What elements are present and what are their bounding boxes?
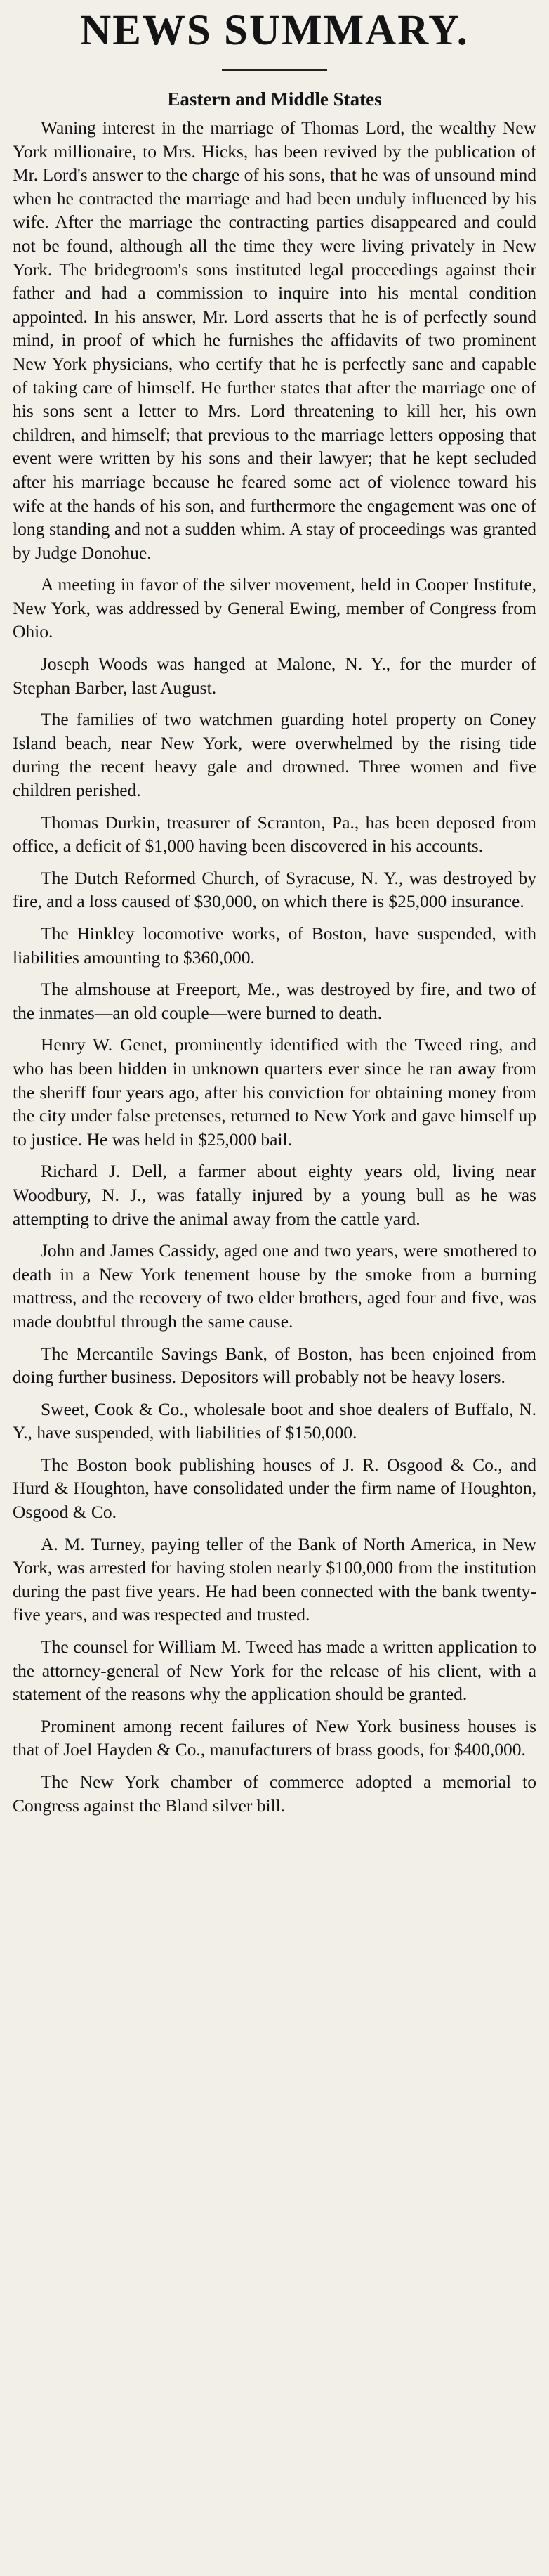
news-item: Waning interest in the marriage of Thomas Lord, the wealthy New York millionaire, to Mrs. Hicks, has been revived by the publication of Mr. Lord's answer to the charge of his sons, that he was of unsound mind when he contracted the marriage and had been unduly influenced by his wife. After the marriage the contracting parties disappeared and could not be found, although all the time they were living privately in New York. The bridegroom's sons instituted legal proceedings against their father and had a commission to inquire into his mental condition appointed. In his answer, Mr. Lord asserts that he is of perfectly sound mind, in proof of which he furnishes the affidavits of two prominent New York physicians, who certify that he is perfectly sane and capable of taking care of himself. He further states that after the marriage one of his sons sent a letter to Mrs. Lord threatening to kill her, his own children, and himself; that previous to the marriage letters opposing that event were written by his sons and their lawyer; that he kept secluded after his marriage because he feared some act of violence toward his wife at the hands of his son, and furthermore the engagement was one of long standing and not a sudden whim. A stay of proceedings was granted by Judge Donohue. [13,117,536,563]
news-item: The Mercantile Savings Bank, of Boston, has been enjoined from doing further business. Depositors will probably not be heavy losers. [13,1343,536,1388]
news-item: Sweet, Cook & Co., wholesale boot and shoe dealers of Buffalo, N. Y., have suspended, with liabilities of $150,000. [13,1398,536,1443]
news-item: Richard J. Dell, a farmer about eighty years old, living near Woodbury, N. J., was fatally injured by a young bull as he was attempting to drive the animal away from the cattle yard. [13,1161,536,1229]
news-item: The New York chamber of commerce adopted a memorial to Congress against the Bland silver bill. [13,1771,536,1816]
news-item: Joseph Woods was hanged at Malone, N. Y., for the murder of Stephan Barber, last August. [13,653,536,698]
news-item: John and James Cassidy, aged one and two years, were smothered to death in a New York tenement house by the smoke from a burning mattress, and the recovery of two elder brothers, aged four and five, was made doubtful through the same cause. [13,1240,536,1332]
news-item: A meeting in favor of the silver movement, held in Cooper Institute, New York, was addressed by General Ewing, member of Congress from Ohio. [13,574,536,642]
news-item: The families of two watchmen guarding hotel property on Coney Island beach, near New York, were overwhelmed by the rising tide during the recent heavy gale and drowned. Three women and five children perished. [13,709,536,801]
news-item: A. M. Turney, paying teller of the Bank of North America, in New York, was arrested for having stolen nearly $100,000 from the institution during the past five years. He had been connected with the bank twenty-five years, and was respected and trusted. [13,1533,536,1625]
news-item: The counsel for William M. Tweed has made a written application to the attorney-general of New York for the release of his client, with a statement of the reasons why the application should be granted. [13,1637,536,1705]
news-item: Thomas Durkin, treasurer of Scranton, Pa., has been deposed from office, a deficit of $1,000 having been discovered in his accounts. [13,812,536,857]
news-item: The almshouse at Freeport, Me., was destroyed by fire, and two of the inmates—an old couple—were burned to death. [13,979,536,1023]
news-item: Prominent among recent failures of New York business houses is that of Joel Hayden & Co., manufacturers of brass goods, for $400,000. [13,1715,536,1760]
masthead-title: NEWS SUMMARY. [80,7,469,54]
news-item: The Hinkley locomotive works, of Boston, have suspended, with liabilities amounting to $360,000. [13,923,536,968]
news-items [13,116,536,1817]
news-item: The Dutch Reformed Church, of Syracuse, N. Y., was destroyed by fire, and a loss caused of $30,000, on which there is $25,000 insurance. [13,867,536,912]
news-item: The Boston book publishing houses of J. R. Osgood & Co., and Hurd & Houghton, have consolidated under the firm name of Houghton, Osgood & Co. [13,1454,536,1523]
section-heading: Eastern and Middle States [167,89,382,110]
title-divider [222,69,327,71]
news-item: Henry W. Genet, prominently identified with the Tweed ring, and who has been hidden in unknown quarters ever since he ran away from the sheriff four years ago, after his conviction for obtaining money from the city under false pretenses, returned to New York and gave himself up to justice. He was held in $25,000 bail. [13,1034,536,1150]
